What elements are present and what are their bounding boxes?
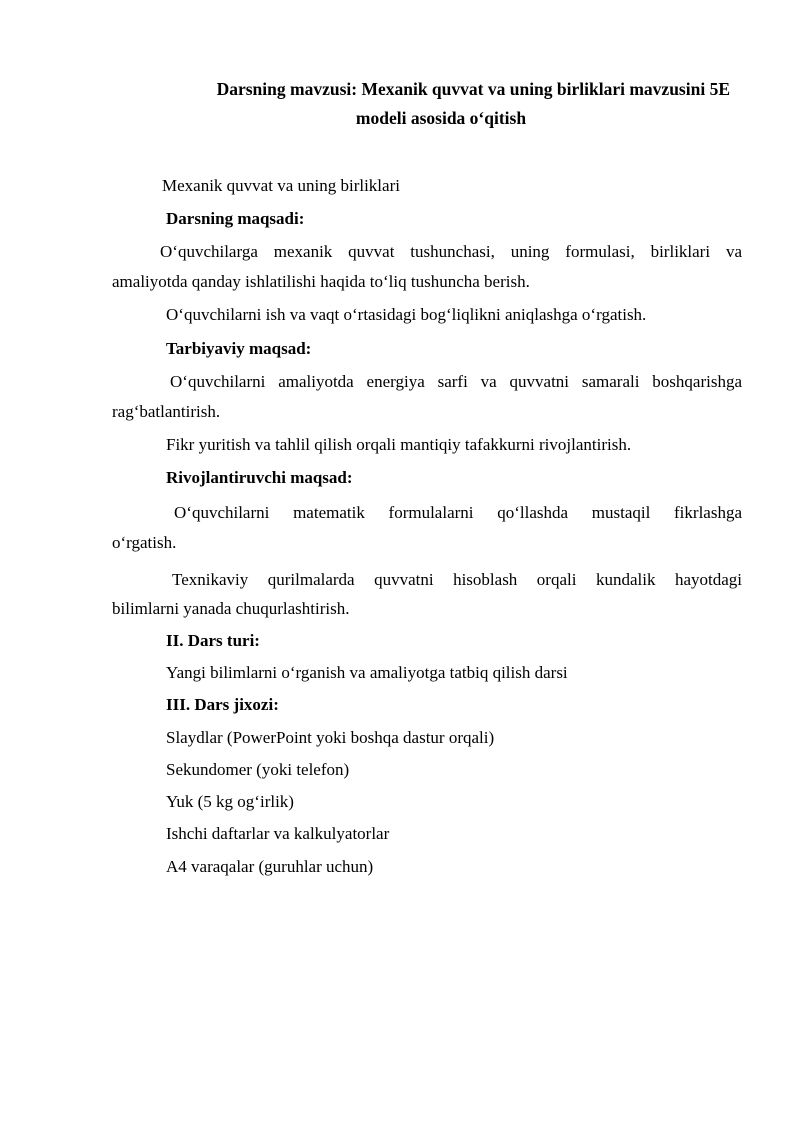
educational-heading: Tarbiyaviy maqsad: [166,339,312,358]
title-line-2: modeli asosida o‘qitish [355,108,527,128]
educational-paragraph-1-line-2: rag‘batlantirish. [112,402,221,421]
lesson-type-heading: II. Dars turi: [166,631,260,650]
developmental-paragraph-1-line-1: O‘quvchilarni matematik formulalarni qo‘llashda mustaqil fikrlashga [174,503,742,522]
title-line-1: Darsning mavzusi: Mexanik quvvat va uning birliklari mavzusini 5E [216,79,730,99]
equipment-item: Sekundomer (yoki telefon) [166,760,350,779]
developmental-paragraph-2-line-2: bilimlarni yanada chuqurlashtirish. [112,599,350,618]
equipment-item: Ishchi daftarlar va kalkulyatorlar [166,824,390,843]
educational-paragraph-1-line-1: O‘quvchilarni amaliyotda energiya sarfi va quvvatni samarali boshqarishga [170,372,742,391]
developmental-paragraph-1 [112,496,742,529]
developmental-paragraph-2-line-1: Texnikaviy qurilmalarda quvvatni hisoblash orqali kundalik hayotdagi [172,570,742,589]
goal-paragraph-1-line-2: amaliyotda qanday ishlatilishi haqida to‘liq tushuncha berish. [112,272,530,291]
topic-text: Mexanik quvvat va uning birliklari [162,176,400,195]
document-title [112,75,742,133]
developmental-paragraph-2 [112,563,742,596]
goal-paragraph-1 [112,235,742,268]
goal-heading: Darsning maqsadi: [166,209,305,228]
equipment-item: Yuk (5 kg og‘irlik) [166,792,294,811]
equipment-item: A4 varaqalar (guruhlar uchun) [166,857,374,876]
educational-paragraph-2: Fikr yuritish va tahlil qilish orqali mantiqiy tafakkurni rivojlantirish. [166,435,632,454]
goal-paragraph-1-line-1: O‘quvchilarga mexanik quvvat tushunchasi, uning formulasi, birliklari va [160,242,742,261]
goal-paragraph-2: O‘quvchilarni ish va vaqt o‘rtasidagi bog‘liqlikni aniqlashga o‘rgatish. [166,305,647,324]
equipment-item: Slaydlar (PowerPoint yoki boshqa dastur orqali) [166,728,495,747]
lesson-type-text: Yangi bilimlarni o‘rganish va amaliyotga tatbiq qilish darsi [166,663,568,682]
equipment-heading: III. Dars jixozi: [166,695,279,714]
developmental-paragraph-1-line-2: o‘rgatish. [112,533,177,552]
developmental-heading: Rivojlantiruvchi maqsad: [166,468,353,487]
educational-paragraph-1 [112,365,742,398]
